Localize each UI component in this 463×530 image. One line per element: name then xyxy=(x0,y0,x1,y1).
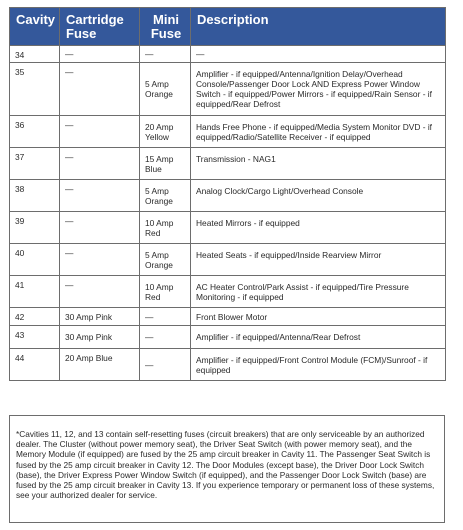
header-description: Description xyxy=(191,8,446,46)
description-cell: AC Heater Control/Park Assist - if equipped/Tire Pressure Monitoring - if equipped xyxy=(191,276,446,308)
description-cell: Heated Mirrors - if equipped xyxy=(191,212,446,244)
mini-fuse-cell: 5 Amp Orange xyxy=(140,63,191,116)
cartridge-fuse-cell: — xyxy=(60,148,140,180)
mini-fuse-cell: — xyxy=(140,349,191,381)
table-row xyxy=(10,326,446,349)
description-cell: Heated Seats - if equipped/Inside Rearview Mirror xyxy=(191,244,446,276)
cavity-cell: 36 xyxy=(10,116,60,148)
cavity-cell: 40 xyxy=(10,244,60,276)
cartridge-fuse-cell: — xyxy=(60,63,140,116)
description-cell: Front Blower Motor xyxy=(191,308,446,326)
cavity-cell: 41 xyxy=(10,276,60,308)
table-row xyxy=(10,63,446,116)
mini-fuse-cell: 5 Amp Orange xyxy=(140,180,191,212)
cavity-cell: 34 xyxy=(10,46,60,63)
description-cell: Hands Free Phone - if equipped/Media System Monitor DVD - if equipped/Radio/Satellite Receiver - if equipped xyxy=(191,116,446,148)
header-cartridge-fuse: Cartridge Fuse xyxy=(60,8,140,46)
cartridge-fuse-cell: — xyxy=(60,180,140,212)
cartridge-fuse-cell: 20 Amp Blue xyxy=(60,349,140,381)
cartridge-fuse-cell: 30 Amp Pink xyxy=(60,308,140,326)
cavity-cell: 39 xyxy=(10,212,60,244)
description-cell: Analog Clock/Cargo Light/Overhead Console xyxy=(191,180,446,212)
description-cell: — xyxy=(191,46,446,63)
table-row xyxy=(10,180,446,212)
cartridge-fuse-cell: — xyxy=(60,276,140,308)
description-cell: Amplifier - if equipped/Antenna/Ignition Delay/Overhead Console/Passenger Door Lock AND Express Power Window Switch - if equipped/Power Mirrors - if equipped/Rain Sensor - if equipped/Rear Defrost xyxy=(191,63,446,116)
mini-fuse-cell: 5 Amp Orange xyxy=(140,244,191,276)
cavity-cell: 42 xyxy=(10,308,60,326)
cavity-cell: 35 xyxy=(10,63,60,116)
description-cell: Transmission - NAG1 xyxy=(191,148,446,180)
table-row xyxy=(10,349,446,381)
mini-fuse-cell: 15 Amp Blue xyxy=(140,148,191,180)
table-row xyxy=(10,148,446,180)
table-row xyxy=(10,46,446,63)
cavity-cell: 44 xyxy=(10,349,60,381)
table-row xyxy=(10,244,446,276)
table-header-row xyxy=(10,8,446,46)
table-row xyxy=(10,212,446,244)
header-cavity: Cavity xyxy=(10,8,60,46)
cavity-cell: 38 xyxy=(10,180,60,212)
fuse-table xyxy=(9,7,446,381)
table-row xyxy=(10,276,446,308)
cartridge-fuse-cell: — xyxy=(60,212,140,244)
footnote-text: *Cavities 11, 12, and 13 contain self-resetting fuses (circuit breakers) that are only serviceable by an authorized dealer. The Cluster (without power memory seat), the Driver Seat Switch (with power memory seat), and the Memory Module (if equipped) are fused by the 25 amp circuit breaker in Cavity 11. The Passenger Seat Switch is fused by the 25 amp circuit breaker in Cavity 12. The Door Modules (except base), the Driver Door Lock Switch (base), the Driver Express Power Window Switch (if equipped), and the Passenger Door Lock Switch (base) are fused by the 25 amp circuit breaker in Cavity 13. If you experience temporary or permanent loss of these systems, see your authorized dealer for service. xyxy=(16,429,435,501)
cavity-cell: 43 xyxy=(10,326,60,349)
header-mini-fuse: Mini Fuse xyxy=(140,8,191,46)
mini-fuse-cell: 10 Amp Red xyxy=(140,212,191,244)
mini-fuse-cell: — xyxy=(140,326,191,349)
mini-fuse-cell: — xyxy=(140,46,191,63)
description-cell: Amplifier - if equipped/Antenna/Rear Defrost xyxy=(191,326,446,349)
footnote-box xyxy=(9,415,445,523)
cartridge-fuse-cell: — xyxy=(60,244,140,276)
table-row xyxy=(10,116,446,148)
mini-fuse-cell: 10 Amp Red xyxy=(140,276,191,308)
cartridge-fuse-cell: — xyxy=(60,46,140,63)
cavity-cell: 37 xyxy=(10,148,60,180)
mini-fuse-cell: 20 Amp Yellow xyxy=(140,116,191,148)
table-row xyxy=(10,308,446,326)
cartridge-fuse-cell: — xyxy=(60,116,140,148)
cartridge-fuse-cell: 30 Amp Pink xyxy=(60,326,140,349)
mini-fuse-cell: — xyxy=(140,308,191,326)
description-cell: Amplifier - if equipped/Front Control Module (FCM)/Sunroof - if equipped xyxy=(191,349,446,381)
